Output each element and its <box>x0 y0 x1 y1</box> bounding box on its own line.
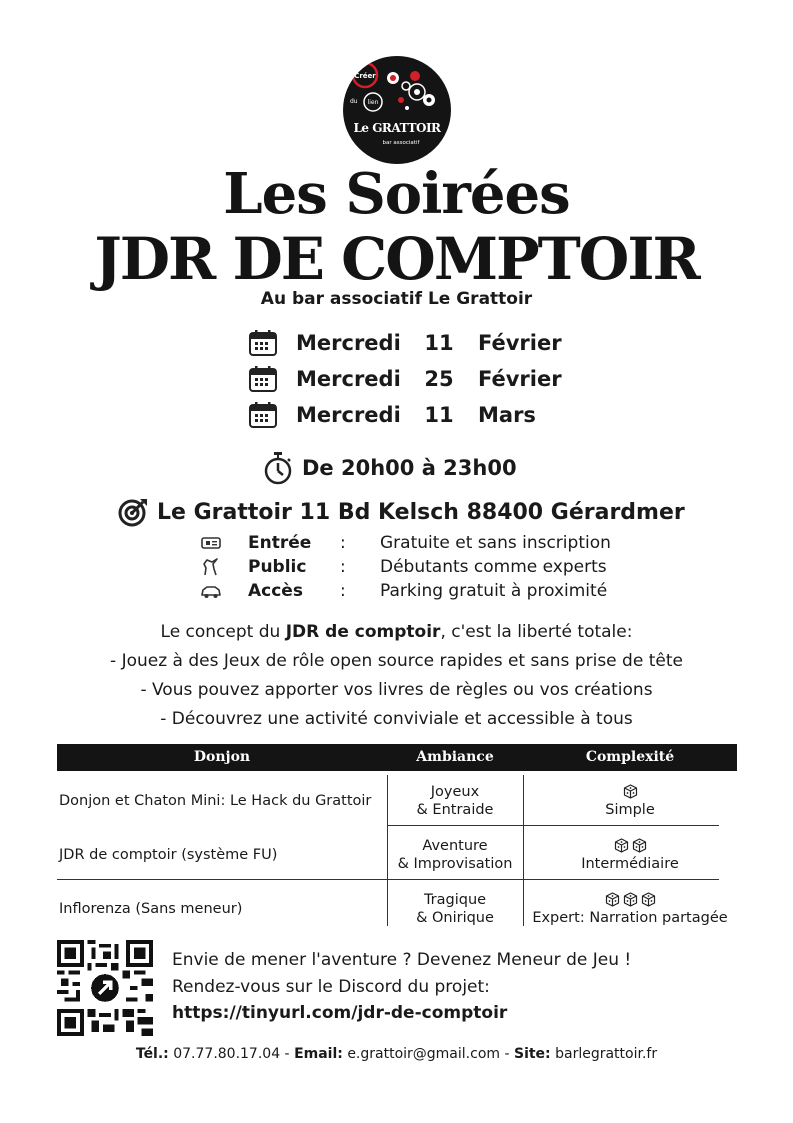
date-row-1 <box>248 328 562 358</box>
ambiance-line2: & Improvisation <box>397 856 513 872</box>
date-number: 11 <box>424 403 454 427</box>
date-number: 11 <box>424 331 454 355</box>
info-label: Accès <box>248 581 303 601</box>
dice-icon <box>614 838 629 853</box>
table-header <box>57 744 737 771</box>
page-title-line2: JDR DE COMPTOIR <box>94 225 699 293</box>
site-label: Site: <box>513 1046 551 1062</box>
address-text: Le Grattoir 11 Bd Kelsch 88400 Gérardmer <box>157 499 685 525</box>
calendar-icon <box>248 329 278 357</box>
row-complexite <box>523 774 737 828</box>
row-donjon: Inflorenza (Sans meneur) <box>59 901 243 917</box>
row-ambiance <box>387 882 523 936</box>
concept-intro <box>0 618 793 647</box>
info-value: Parking gratuit à proximité <box>380 581 608 601</box>
logo-middle-text: lien <box>367 99 379 106</box>
concept-bullet: - Découvrez une activité conviviale et accessible à tous <box>160 709 633 729</box>
info-separator: : <box>340 581 346 601</box>
calendar-icon <box>248 401 278 429</box>
date-month: Février <box>478 331 562 355</box>
date-row-3 <box>248 400 536 430</box>
date-month: Février <box>478 367 562 391</box>
info-separator: : <box>340 533 346 553</box>
info-value: Débutants comme experts <box>380 557 607 577</box>
complexite-text: Intermédiaire <box>581 855 679 872</box>
target-icon <box>118 497 148 527</box>
cta-line1: Envie de mener l'aventure ? Devenez Meneur de Jeu ! <box>172 950 632 970</box>
ambiance-line1: Joyeux <box>430 784 480 800</box>
table-header-ambiance: Ambiance <box>416 749 494 765</box>
ambiance-line2: & Onirique <box>416 910 494 926</box>
date-row-2 <box>248 364 562 394</box>
row-donjon: JDR de comptoir (système FU) <box>59 847 278 863</box>
info-row-public <box>200 556 607 578</box>
date-number: 25 <box>424 367 454 391</box>
discord-link[interactable]: https://tinyurl.com/jdr-de-comptoir <box>172 1003 508 1023</box>
ambiance-line1: Aventure <box>422 838 488 854</box>
table-divider <box>387 775 388 926</box>
complexite-text: Expert: Narration partagée <box>532 909 728 926</box>
site-value[interactable]: barlegrattoir.fr <box>555 1046 658 1062</box>
concept-intro-before: Le concept du <box>160 622 286 642</box>
dice-icon <box>623 784 638 799</box>
dice-rating <box>614 838 647 853</box>
concept-bullet: - Vous pouvez apporter vos livres de règles ou vos créations <box>140 680 653 700</box>
logo-top-text: Créer <box>354 72 376 80</box>
footer-separator: - <box>500 1046 514 1062</box>
qr-code[interactable] <box>57 940 153 1036</box>
info-row-entree <box>200 532 611 554</box>
dice-icon <box>605 892 620 907</box>
dice-rating <box>623 784 638 799</box>
grattoir-logo <box>343 56 451 164</box>
date-month: Mars <box>478 403 536 427</box>
concept-block <box>0 618 793 734</box>
concept-bullet: - Jouez à des Jeux de rôle open source rapides et sans prise de tête <box>110 651 683 671</box>
dice-rating <box>605 892 656 907</box>
table-header-complexite: Complexité <box>585 749 675 765</box>
unicorn-icon <box>200 558 222 576</box>
concept-intro-after: , c'est la liberté totale: <box>440 622 633 642</box>
row-ambiance <box>387 774 523 828</box>
logo-tagline: bar associatif <box>382 140 420 146</box>
table-header-donjon: Donjon <box>193 749 251 765</box>
date-day: Mercredi <box>296 367 401 391</box>
table-row <box>57 828 737 882</box>
date-day: Mercredi <box>296 403 401 427</box>
row-donjon: Donjon et Chaton Mini: Le Hack du Grattoir <box>59 793 372 809</box>
car-icon <box>200 582 222 600</box>
ambiance-line2: & Entraide <box>416 802 494 818</box>
concept-intro-bold: JDR de comptoir <box>285 622 441 642</box>
dice-icon <box>623 892 638 907</box>
table-divider <box>57 879 719 880</box>
email-value[interactable]: e.grattoir@gmail.com <box>347 1046 501 1062</box>
info-label: Public <box>248 557 307 577</box>
address-row <box>118 497 685 527</box>
row-complexite <box>523 828 737 882</box>
contact-footer <box>0 1046 793 1062</box>
stopwatch-icon <box>262 451 294 485</box>
tel-value[interactable]: 07.77.80.17.04 <box>173 1046 281 1062</box>
email-label: Email: <box>294 1046 343 1062</box>
logo-name: Le GRATTOIR <box>353 121 441 135</box>
logo-side-text: du <box>350 98 358 105</box>
ticket-icon <box>200 534 222 552</box>
row-ambiance <box>387 828 523 882</box>
table-row <box>57 882 737 936</box>
table-row <box>57 774 737 828</box>
time-text: De 20h00 à 23h00 <box>302 456 517 480</box>
complexite-text: Simple <box>605 801 655 818</box>
cta-line2: Rendez-vous sur le Discord du projet: <box>172 977 490 997</box>
ambiance-line1: Tragique <box>423 892 487 908</box>
subtitle: Au bar associatif Le Grattoir <box>260 289 533 309</box>
page-title-line1: Les Soirées <box>223 161 570 227</box>
tel-label: Tél.: <box>135 1046 169 1062</box>
table-divider <box>387 825 719 826</box>
row-complexite <box>523 882 737 936</box>
time-row <box>262 451 517 485</box>
dice-icon <box>632 838 647 853</box>
info-label: Entrée <box>248 533 312 553</box>
table-divider <box>523 775 524 926</box>
info-value: Gratuite et sans inscription <box>380 533 611 553</box>
date-day: Mercredi <box>296 331 401 355</box>
info-separator: : <box>340 557 346 577</box>
dice-icon <box>641 892 656 907</box>
calendar-icon <box>248 365 278 393</box>
footer-separator: - <box>280 1046 295 1062</box>
info-row-acces <box>200 580 607 602</box>
